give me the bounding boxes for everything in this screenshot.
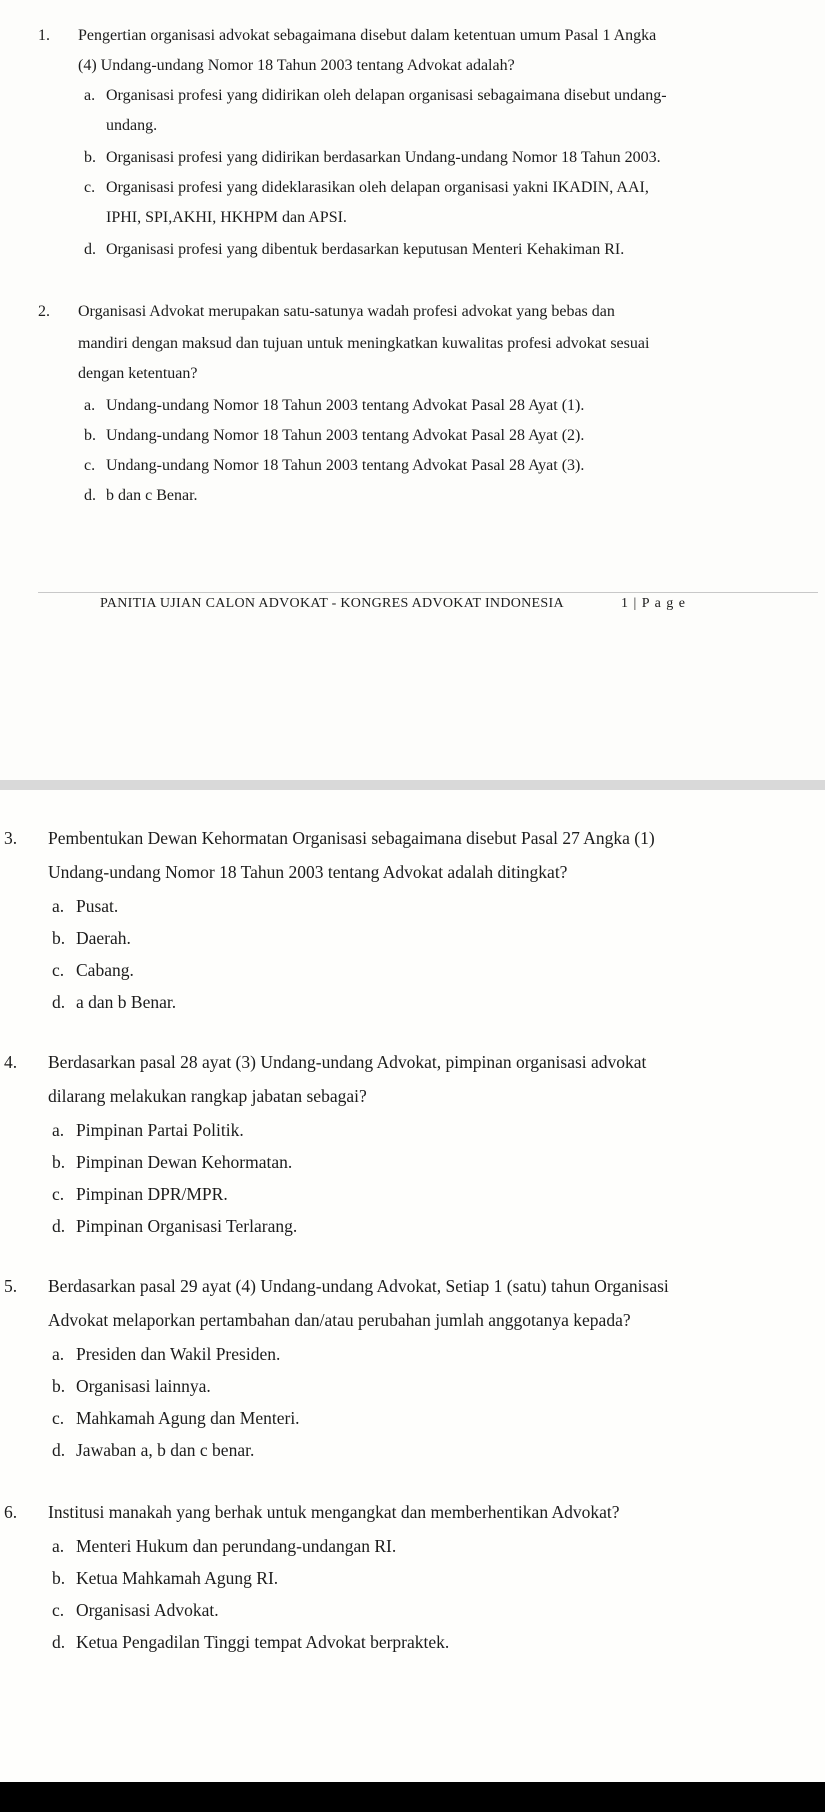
question-number: 2. (38, 303, 50, 320)
option-letter: c. (52, 1600, 65, 1620)
question-text: Pengertian organisasi advokat sebagaimana disebut dalam ketentuan umum Pasal 1 Angka (78, 27, 657, 44)
option-letter: d. (52, 1216, 66, 1236)
option-d (84, 486, 198, 506)
question-text: dengan ketentuan? (78, 365, 198, 382)
option-letter: d. (52, 1440, 66, 1460)
option-letter: c. (52, 960, 65, 980)
question-text: Undang-undang Nomor 18 Tahun 2003 tentang Advokat adalah ditingkat? (48, 862, 568, 882)
option-b (84, 148, 661, 168)
option-text: Pimpinan DPR/MPR. (76, 1184, 228, 1204)
option-letter: a. (84, 87, 96, 104)
question-text: Institusi manakah yang berhak untuk mengangkat dan memberhentikan Advokat? (48, 1502, 620, 1522)
option-text: Menteri Hukum dan perundang-undangan RI. (76, 1536, 397, 1556)
option-c (52, 1600, 219, 1620)
option-text: Organisasi lainnya. (76, 1376, 211, 1396)
page-number: 1 | P a g e (621, 596, 686, 611)
option-text: Undang-undang Nomor 18 Tahun 2003 tentang Advokat Pasal 28 Ayat (1). (106, 397, 585, 414)
option-a (84, 396, 584, 416)
question-text: Organisasi Advokat merupakan satu-satunya wadah profesi advokat yang bebas dan (78, 303, 615, 320)
option-c (52, 1408, 300, 1428)
option-c (84, 456, 584, 476)
option-text: b dan c Benar. (106, 487, 198, 504)
option-d (52, 1440, 254, 1460)
option-letter: d. (52, 1632, 66, 1652)
option-letter: a. (52, 1536, 65, 1556)
question-text: Berdasarkan pasal 28 ayat (3) Undang-undang Advokat, pimpinan organisasi advokat (48, 1052, 647, 1072)
option-c (52, 960, 134, 980)
question-text: Berdasarkan pasal 29 ayat (4) Undang-undang Advokat, Setiap 1 (satu) tahun Organisasi (48, 1276, 669, 1296)
option-c (84, 178, 649, 198)
option-b (52, 928, 131, 948)
option-letter: d. (52, 992, 66, 1012)
option-text: Pimpinan Organisasi Terlarang. (76, 1216, 298, 1236)
option-text: Undang-undang Nomor 18 Tahun 2003 tentang Advokat Pasal 28 Ayat (3). (106, 457, 585, 474)
option-letter: b. (84, 427, 96, 444)
option-text: Mahkamah Agung dan Menteri. (76, 1408, 300, 1428)
option-text: Organisasi profesi yang dibentuk berdasarkan keputusan Menteri Kehakiman RI. (106, 241, 625, 258)
option-letter: b. (52, 1568, 66, 1588)
option-text: Daerah. (76, 928, 131, 948)
page-footer-title: PANITIA UJIAN CALON ADVOKAT - KONGRES ADVOKAT INDONESIA (100, 596, 564, 611)
exam-page-1 (0, 0, 825, 780)
option-letter: a. (84, 397, 96, 414)
question-text: Pembentukan Dewan Kehormatan Organisasi sebagaimana disebut Pasal 27 Angka (1) (48, 828, 655, 848)
option-text: Ketua Pengadilan Tinggi tempat Advokat berpraktek. (76, 1632, 450, 1652)
question-text: Advokat melaporkan pertambahan dan/atau perubahan jumlah anggotanya kepada? (48, 1310, 631, 1330)
option-letter: b. (52, 1376, 66, 1396)
option-letter: a. (52, 1344, 65, 1364)
option-text: Organisasi profesi yang dideklarasikan oleh delapan organisasi yakni IKADIN, AAI, (106, 179, 649, 196)
question-number: 4. (4, 1052, 18, 1072)
option-letter: d. (84, 241, 96, 258)
exam-page-2 (0, 790, 825, 1782)
option-c (52, 1184, 228, 1204)
option-letter: c. (52, 1408, 65, 1428)
option-letter: d. (84, 487, 96, 504)
option-d (52, 992, 176, 1012)
option-c-continued: IPHI, SPI,AKHI, HKHPM dan APSI. (106, 209, 347, 226)
option-letter: c. (84, 457, 96, 474)
option-d (52, 1216, 297, 1236)
question-text: dilarang melakukan rangkap jabatan sebagai? (48, 1086, 367, 1106)
option-text: Organisasi Advokat. (76, 1600, 219, 1620)
question-number: 6. (4, 1502, 18, 1522)
option-text: a dan b Benar. (76, 992, 177, 1012)
question-number: 1. (38, 27, 50, 44)
option-letter: c. (52, 1184, 65, 1204)
option-letter: c. (84, 179, 96, 196)
option-text: Jawaban a, b dan c benar. (76, 1440, 255, 1460)
option-text: Cabang. (76, 960, 134, 980)
option-letter: a. (52, 896, 65, 916)
option-text: Organisasi profesi yang didirikan berdasarkan Undang-undang Nomor 18 Tahun 2003. (106, 149, 661, 166)
option-text: Pusat. (76, 896, 119, 916)
option-text: Pimpinan Partai Politik. (76, 1120, 244, 1140)
bottom-black-bar (0, 1782, 825, 1812)
question-number: 3. (4, 828, 18, 848)
option-letter: b. (84, 149, 96, 166)
option-a (52, 1344, 280, 1364)
option-letter: a. (52, 1120, 65, 1140)
option-d (52, 1632, 449, 1652)
option-d (84, 240, 624, 260)
option-a-continued: undang. (106, 117, 158, 134)
option-b (52, 1568, 278, 1588)
option-text: Presiden dan Wakil Presiden. (76, 1344, 281, 1364)
option-a (52, 896, 118, 916)
option-b (52, 1376, 211, 1396)
option-text: Ketua Mahkamah Agung RI. (76, 1568, 279, 1588)
option-text: Pimpinan Dewan Kehormatan. (76, 1152, 293, 1172)
option-a (52, 1536, 396, 1556)
option-a (52, 1120, 244, 1140)
option-a (84, 86, 667, 106)
question-text: mandiri dengan maksud dan tujuan untuk meningkatkan kuwalitas profesi advokat sesuai (78, 335, 650, 352)
option-letter: b. (52, 1152, 66, 1172)
option-letter: b. (52, 928, 66, 948)
question-number: 5. (4, 1276, 18, 1296)
question-text: (4) Undang-undang Nomor 18 Tahun 2003 tentang Advokat adalah? (78, 57, 515, 74)
option-b (52, 1152, 292, 1172)
option-text: Organisasi profesi yang didirikan oleh delapan organisasi sebagaimana disebut undang- (106, 87, 667, 104)
page-separator (0, 780, 825, 790)
option-text: Undang-undang Nomor 18 Tahun 2003 tentang Advokat Pasal 28 Ayat (2). (106, 427, 585, 444)
footer-divider (38, 592, 818, 593)
option-b (84, 426, 584, 446)
